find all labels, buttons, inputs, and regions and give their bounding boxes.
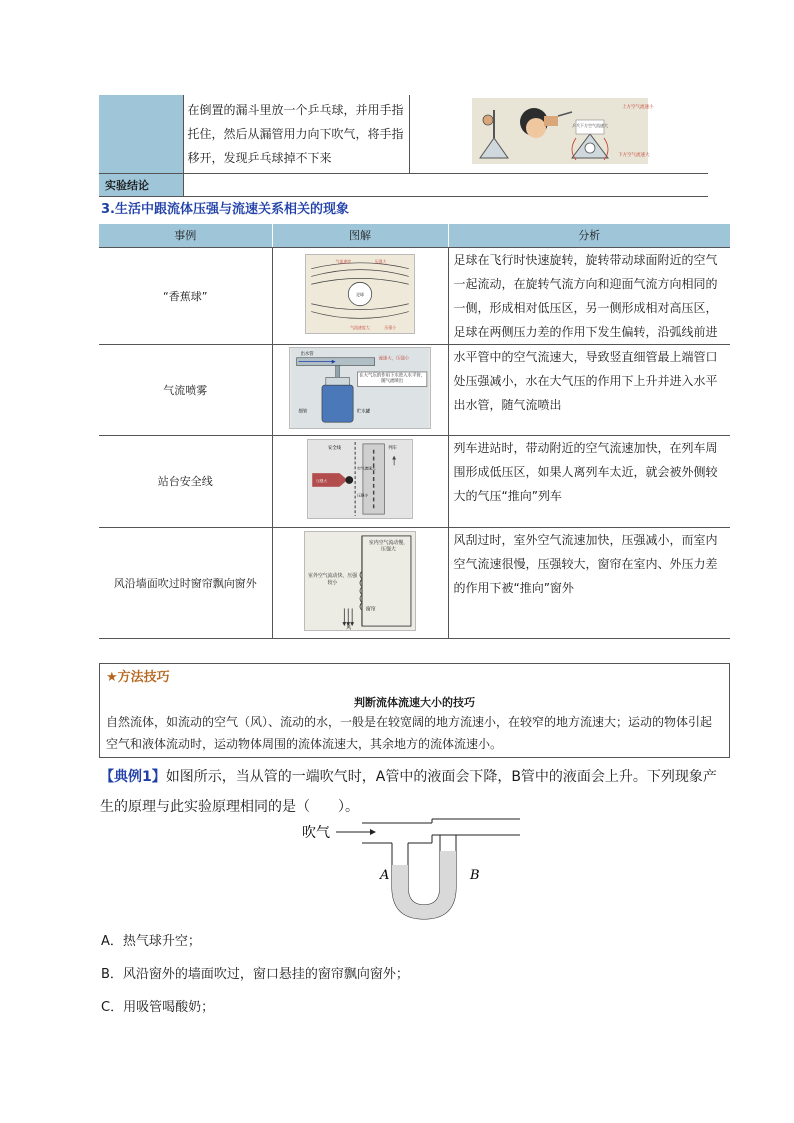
example-text: 如图所示，当从管的一端吹气时，A管中的液面会下降，B管中的液面会上升。下列现象产生的原理与此实验原理相同的是（ ）。 [100, 769, 717, 815]
tube-b-label: B [470, 868, 480, 883]
svg-text:压强小: 压强小 [384, 324, 397, 330]
header-analysis: 分析 [448, 224, 730, 247]
diagram-cell [272, 247, 448, 344]
table-row [99, 435, 730, 527]
svg-text:乒乓下方空气流速大: 乒乓下方空气流速大 [571, 123, 608, 128]
example-name: “香蕉球” [99, 247, 272, 344]
svg-text:空气流速大: 空气流速大 [357, 466, 376, 471]
platform-safety-line-diagram [307, 439, 413, 519]
diagram-cell [272, 527, 448, 638]
svg-text:细管: 细管 [298, 408, 308, 414]
option-b: B．风沿窗外的墙面吹过，窗口悬挂的窗帘飘向窗外； [101, 967, 409, 982]
svg-text:足球: 足球 [356, 291, 364, 297]
experiment-image-cell [409, 95, 708, 174]
experiment-label-cell [99, 95, 183, 174]
table-row [99, 247, 730, 344]
header-example: 事例 [99, 224, 272, 247]
tube-a-label: A [380, 868, 390, 883]
example-name: 风沿墙面吹过时窗帘飘向窗外 [99, 527, 272, 638]
analysis-text: 足球在飞行时快速旋转，旋转带动球面附近的空气一起流动，在旋转气流方向和迎面气流方向相同的一侧，形成相对低压区，另一侧形成相对高压区，足球在两侧压力差的作用下发生偏转，沿弧线前进 [448, 247, 730, 344]
phenomena-table [99, 224, 730, 639]
header-diagram: 图解 [272, 224, 448, 247]
svg-text:安全线: 安全线 [327, 445, 341, 451]
analysis-text: 风刮过时，室外空气流速加快，压强减小，而室内空气流速很慢，压强较大，窗帘在室内、外压力差的作用下被“推向”窗外 [448, 527, 730, 638]
method-title: ★方法技巧 [106, 670, 170, 685]
analysis-text: 水平管中的空气流速大，导致竖直细管最上端管口处压强减小，水在大气压的作用下上升并进入水平出水管，随气流喷出 [448, 344, 730, 435]
conclusion-value [183, 174, 708, 197]
svg-text:压强小: 压强小 [357, 493, 369, 498]
svg-text:流速大，压强小: 流速大，压强小 [378, 356, 410, 362]
method-body: 自然流体，如流动的空气（风）、流动的水，一般是在较宽阔的地方流速小，在较窄的地方流速大；运动的物体引起空气和液体流动时，运动物体周围的流体流速大，其余地方的流体流速小。 [106, 715, 713, 751]
svg-text:气流速度: 气流速度 [335, 258, 352, 264]
curtain-diagram: 室内空气流动慢，压强大 室外空气流动快，压强较小 窗帘 风 [304, 531, 416, 631]
diagram-cell [272, 435, 448, 527]
option-c: C．用吸管喝酸奶； [101, 1000, 215, 1015]
funnel-experiment-image [472, 98, 653, 164]
analysis-text: 列车进站时，带动附近的空气流速加快，在列车周围形成低压区，如果人离列车太近，就会被外侧较大的气压“推向”列车 [448, 435, 730, 527]
svg-text:下方空气流速大: 下方空气流速大 [617, 153, 649, 158]
svg-text:压强大: 压强大 [374, 258, 387, 264]
table-row [99, 344, 730, 435]
example-name: 气流喷雾 [99, 344, 272, 435]
method-tips-box [99, 663, 730, 758]
svg-text:贮水罐: 贮水罐 [357, 408, 371, 414]
conclusion-label: 实验结论 [99, 174, 183, 197]
spray-diagram: 出水管 流速大，压强小 在大气压的作用下水进入水平管，随气流喷出 细管 贮水罐 [289, 347, 431, 429]
u-tube-figure [300, 815, 522, 925]
svg-text:气流速度大: 气流速度大 [350, 324, 370, 330]
blow-label: 吹气 [302, 825, 330, 841]
banana-ball-diagram [305, 254, 415, 334]
experiment-description: 在倒置的漏斗里放一个乒乓球，并用手指托住，然后从漏管用力向下吹气，将手指移开，发现乒乓球掉不下来 [183, 95, 409, 174]
example-name: 站台安全线 [99, 435, 272, 527]
svg-text:风: 风 [346, 624, 352, 631]
svg-text:列车: 列车 [388, 445, 398, 451]
svg-text:出水管: 出水管 [300, 351, 314, 357]
svg-text:压强大: 压强大 [316, 478, 328, 483]
svg-text:上方空气流速小: 上方空气流速小 [621, 105, 653, 110]
section-title: 3.生活中跟流体压强与流速关系相关的现象 [101, 202, 349, 217]
example-tag: 【典例1】 [100, 769, 166, 785]
option-a: A．热气球升空； [101, 934, 201, 949]
svg-text:窗帘: 窗帘 [365, 605, 376, 612]
example-question [100, 762, 730, 822]
diagram-cell [272, 344, 448, 435]
method-subtitle: 判断流体流速大小的技巧 [354, 696, 475, 709]
table-row [99, 527, 730, 638]
experiment-table [99, 95, 708, 197]
